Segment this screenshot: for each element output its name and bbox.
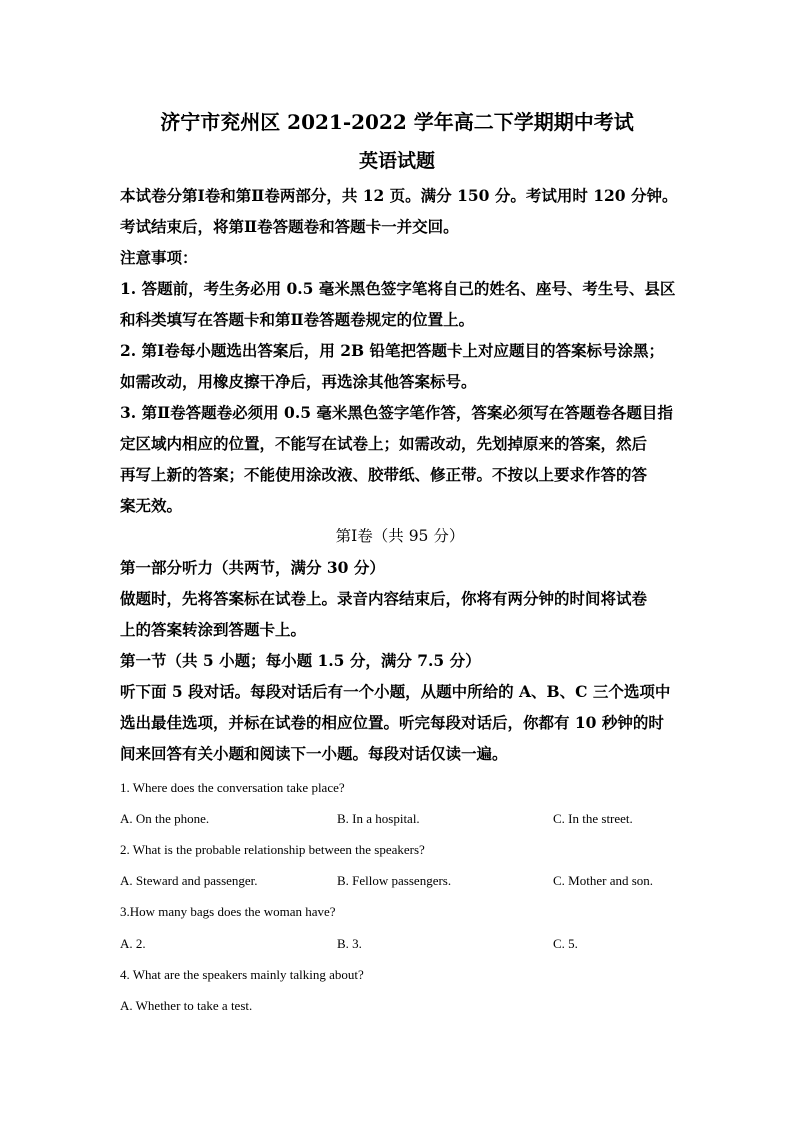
option-a: A. Whether to take a test. [120,998,253,1013]
section1-desc-line-2: 选出最佳选项，并标在试卷的相应位置。听完每段对话后，你都有 10 秒钟的时 [120,713,664,732]
question-2-options [120,871,680,891]
note-3-line-2: 定区域内相应的位置，不能写在试卷上；如需改动，先划掉原来的答案，然后 [120,434,648,453]
option-c: C. In the street. [553,811,633,826]
note-3-line-1: 3. 第Ⅱ卷答题卷必须用 0.5 毫米黑色签字笔作答，答案必须写在答题卷各题目指 [120,403,673,422]
instructions-block [120,180,680,769]
note-3-line-4: 案无效。 [120,496,183,515]
question-1-options [120,809,680,829]
note-1-line-2: 和科类填写在答题卡和第Ⅱ卷答题卷规定的位置上。 [120,310,475,329]
option-c: C. Mother and son. [553,873,654,888]
question-2: 2. What is the probable relationship between the speakers? [120,842,425,857]
notes-heading: 注意事项： [120,248,198,267]
intro-line-2: 考试结束后，将第Ⅱ卷答题卷和答题卡一并交回。 [120,217,459,236]
part1-heading: 第一部分听力（共两节，满分 30 分） [120,558,385,577]
option-b: B. Fellow passengers. [337,873,452,888]
option-c: C. 5. [553,936,578,951]
section1-desc-line-1: 听下面 5 段对话。每段对话后有一个小题，从题中所给的 A、B、C 三个选项中 [120,682,671,701]
option-a: A. On the phone. [120,811,210,826]
page-title: 济宁市兖州区 2021-2022 学年高二下学期期中考试 [160,110,634,134]
intro-line-1: 本试卷分第Ⅰ卷和第Ⅱ卷两部分，共 12 页。满分 150 分。考试用时 120 分钟。 [120,186,678,205]
page-subtitle: 英语试题 [358,150,435,172]
section1-heading: 第一节（共 5 小题；每小题 1.5 分，满分 7.5 分） [120,651,481,670]
part1-desc-line-1: 做题时，先将答案标在试卷上。录音内容结束后，你将有两分钟的时间将试卷 [120,589,648,608]
note-2-line-1: 2. 第Ⅰ卷每小题选出答案后，用 2B 铅笔把答题卡上对应题目的答案标号涂黑； [120,341,665,360]
volume-heading: 第Ⅰ卷（共 95 分） [335,527,465,545]
note-1-line-1: 1. 答题前，考生务必用 0.5 毫米黑色签字笔将自己的姓名、座号、考生号、县区 [120,279,676,298]
option-a: A. 2. [120,936,146,951]
question-4-options [120,996,680,1016]
option-b: B. 3. [337,936,362,951]
note-2-line-2: 如需改动，用橡皮擦干净后，再选涂其他答案标号。 [120,372,477,391]
option-b: B. In a hospital. [337,811,420,826]
part1-desc-line-2: 上的答案转涂到答题卡上。 [120,620,307,639]
question-3: 3.How many bags does the woman have? [120,904,336,919]
section1-desc-line-3: 间来回答有关小题和阅读下一小题。每段对话仅读一遍。 [120,744,508,763]
question-4: 4. What are the speakers mainly talking about? [120,967,364,982]
option-a: A. Steward and passenger. [120,873,258,888]
note-3-line-3: 再写上新的答案；不能使用涂改液、胶带纸、修正带。不按以上要求作答的答 [120,465,648,484]
question-1: 1. Where does the conversation take place? [120,780,345,795]
question-3-options [120,934,680,954]
